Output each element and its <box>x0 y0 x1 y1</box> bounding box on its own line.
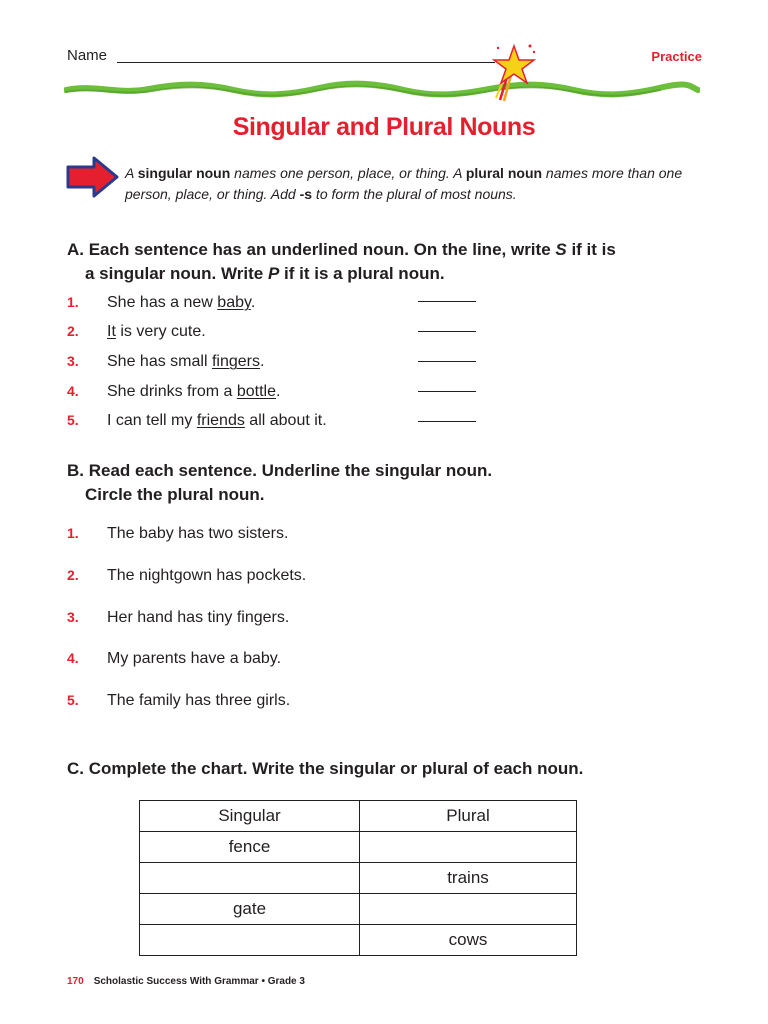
footer-text: Scholastic Success With Grammar • Grade 3 <box>93 976 305 987</box>
section-a-item: 1. She has a new baby. <box>67 294 256 311</box>
singular-cell[interactable]: fence <box>140 832 360 863</box>
singular-cell[interactable]: gate <box>140 894 360 925</box>
column-header-plural: Plural <box>360 801 577 832</box>
section-a-item: 2. It is very cute. <box>67 323 206 340</box>
section-b-item: 3. Her hand has tiny fingers. <box>67 609 290 626</box>
page-footer <box>67 976 305 987</box>
answer-line[interactable] <box>418 331 476 332</box>
section-a-item: 4. She drinks from a bottle. <box>67 383 281 400</box>
name-write-line[interactable] <box>117 62 495 63</box>
section-a-item: 5. I can tell my friends all about it. <box>67 412 327 429</box>
section-b-heading: B. Read each sentence. Underline the singular noun. Circle the plural noun. <box>67 461 493 504</box>
noun-chart <box>139 800 577 956</box>
section-b-item: 2. The nightgown has pockets. <box>67 567 307 584</box>
name-label: Name <box>67 47 108 64</box>
chart-row <box>140 925 577 956</box>
singular-cell[interactable] <box>140 925 360 956</box>
answer-line[interactable] <box>418 421 476 422</box>
section-b-item: 1. The baby has two sisters. <box>67 525 289 542</box>
section-a-heading: A. Each sentence has an underlined noun. On the line, write S if it is a singular noun. Write P if it is a plural noun. <box>67 240 616 283</box>
practice-label: Practice <box>651 49 702 64</box>
section-b-item: 4. My parents have a baby. <box>67 650 282 667</box>
section-c-heading: C. Complete the chart. Write the singular or plural of each noun. <box>67 759 584 778</box>
answer-line[interactable] <box>418 361 476 362</box>
chart-header-row <box>140 801 577 832</box>
answer-line[interactable] <box>418 391 476 392</box>
worksheet-title: Singular and Plural Nouns <box>232 113 536 141</box>
shooting-star-icon <box>486 40 538 102</box>
green-squiggle-divider <box>64 78 700 100</box>
chart-row <box>140 863 577 894</box>
section-a-item: 3. She has small fingers. <box>67 353 265 370</box>
section-b-item: 5. The family has three girls. <box>67 692 291 709</box>
plural-cell[interactable] <box>360 832 577 863</box>
chart-row <box>140 832 577 863</box>
page-number: 170 <box>67 976 84 987</box>
answer-line[interactable] <box>418 301 476 302</box>
singular-cell[interactable] <box>140 863 360 894</box>
plural-cell[interactable] <box>360 894 577 925</box>
intro-text: A singular noun names one person, place, or thing. A plural noun names more than one person, place, or thing. Add -s to form the plural of most nouns. <box>125 165 683 202</box>
plural-cell[interactable]: cows <box>360 925 577 956</box>
red-arrow-icon <box>64 155 120 199</box>
chart-row <box>140 894 577 925</box>
plural-cell[interactable]: trains <box>360 863 577 894</box>
column-header-singular: Singular <box>140 801 360 832</box>
